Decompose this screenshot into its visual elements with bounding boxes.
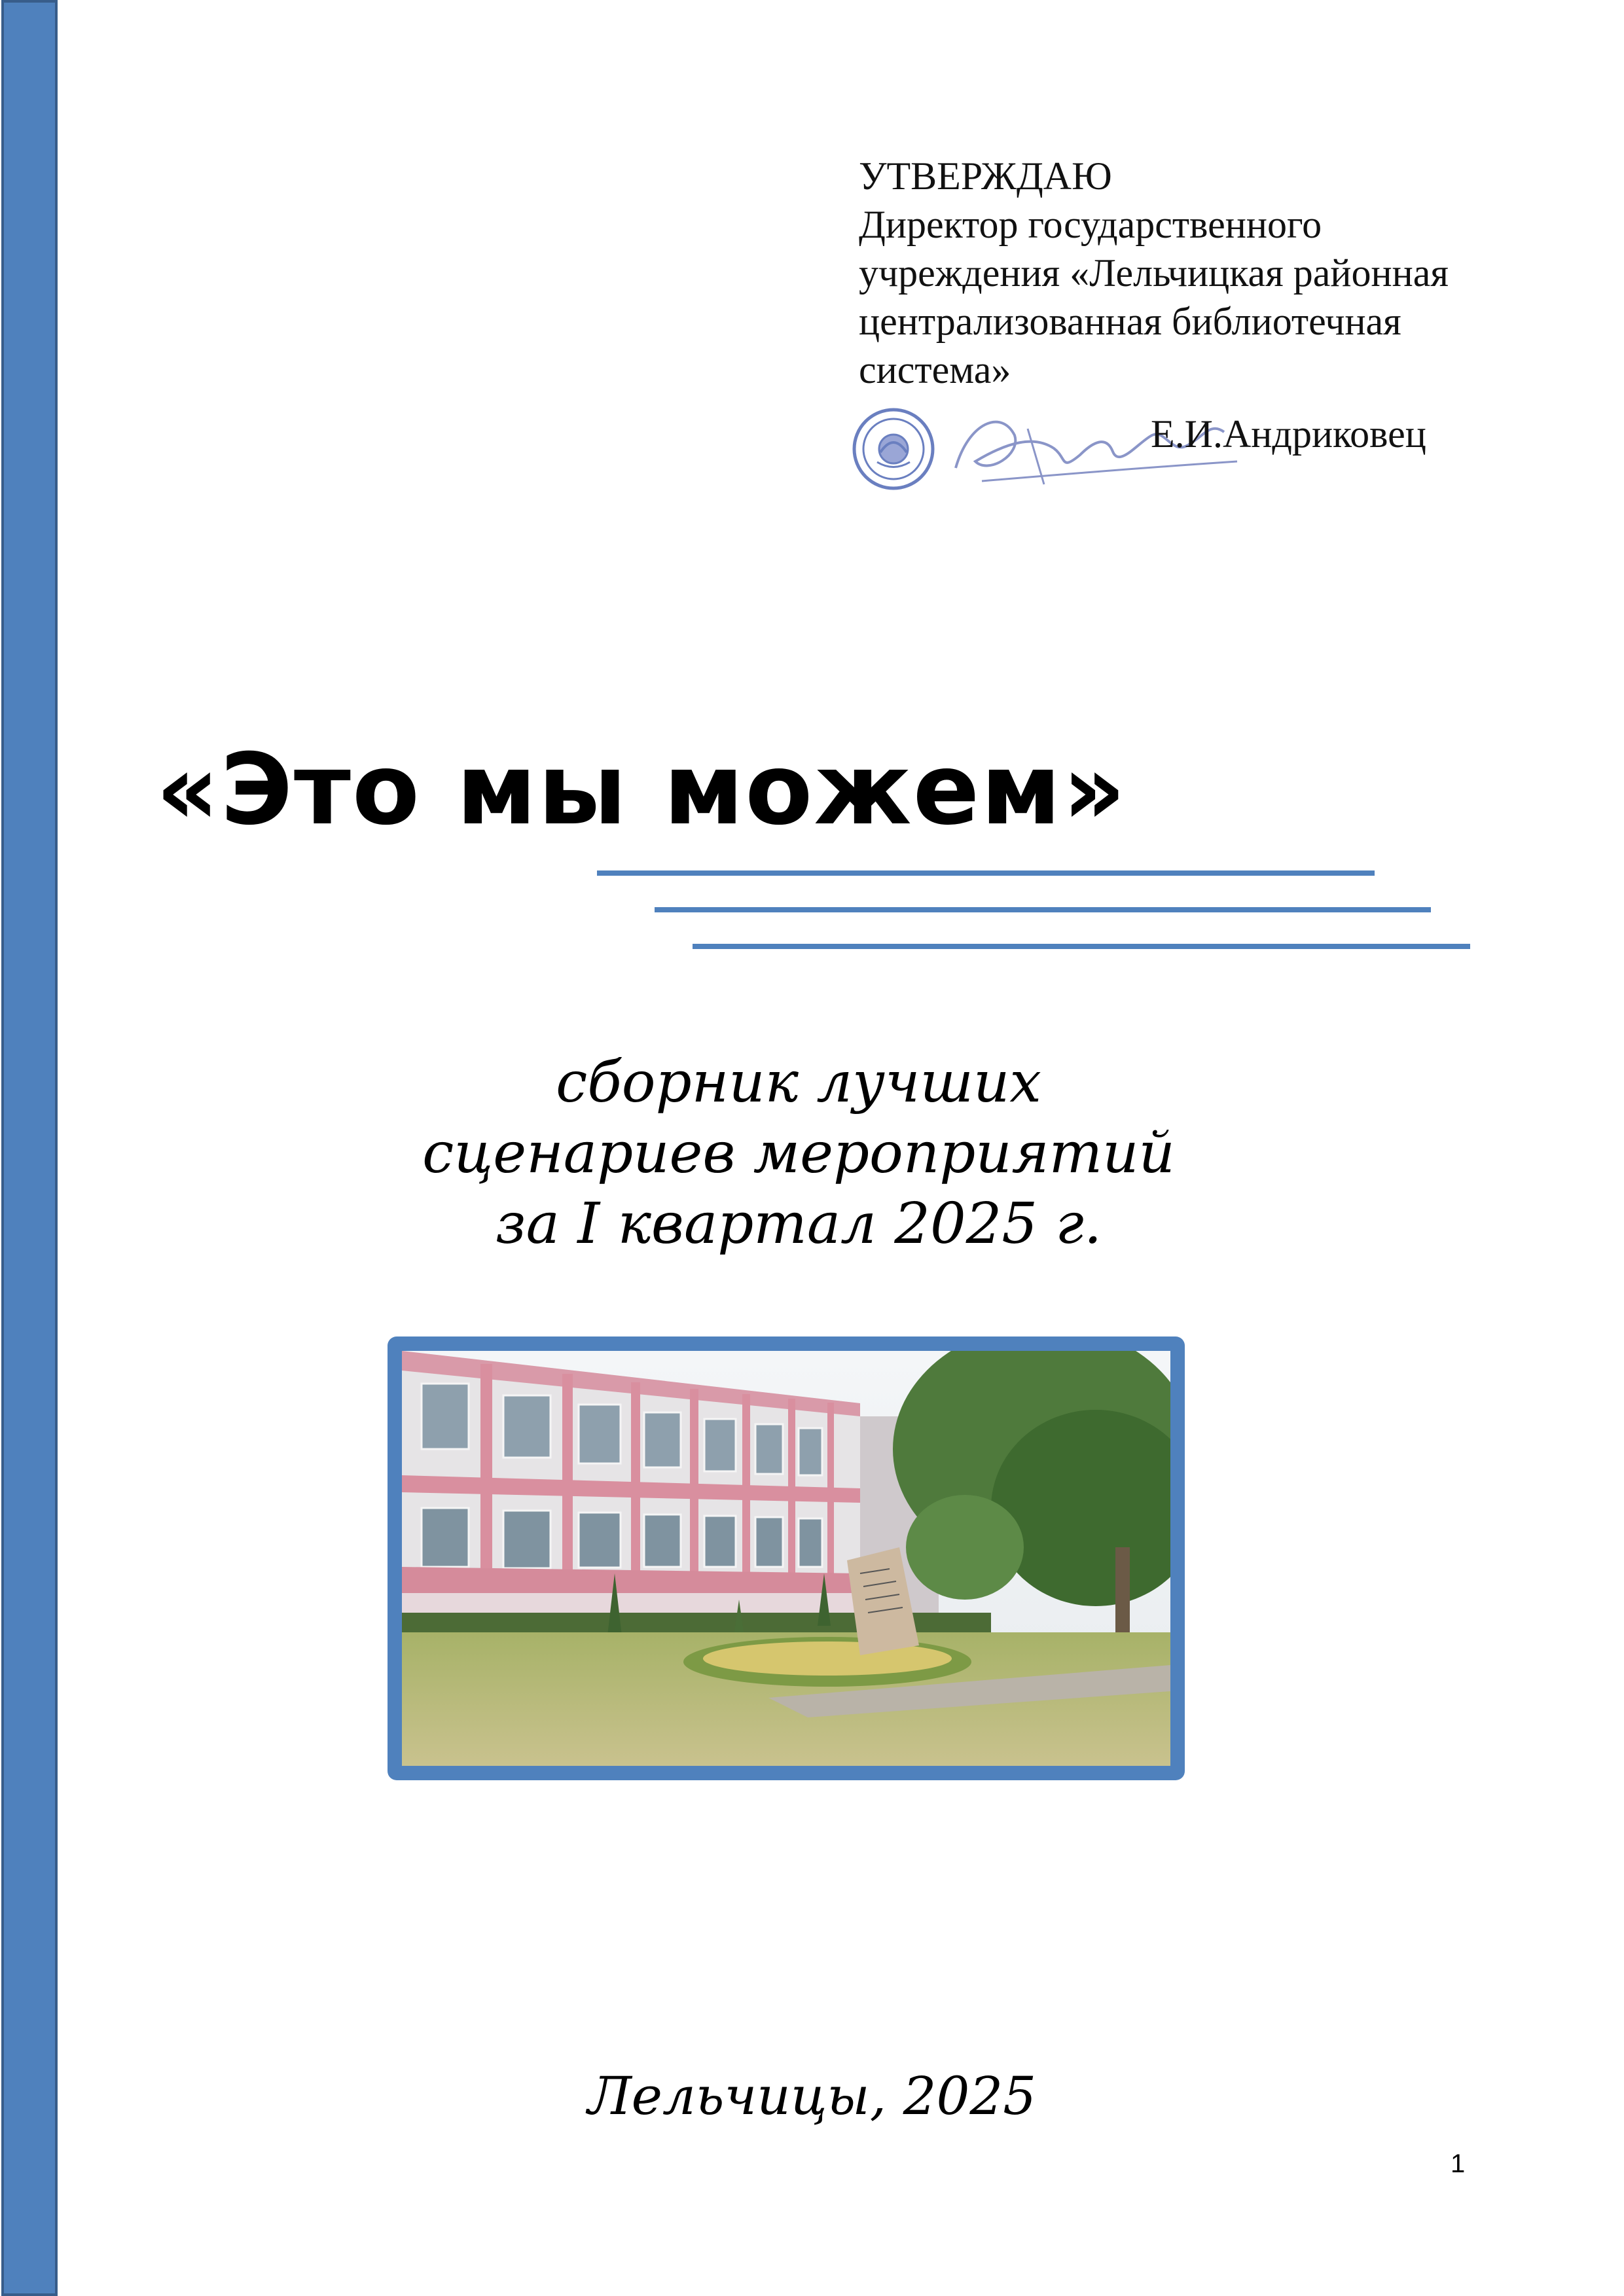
approval-line: централизованная библиотечная (859, 300, 1401, 343)
place-year: Лельчицы, 2025 (587, 2066, 1037, 2126)
approval-line: учреждения «Лельчицкая районная (859, 251, 1449, 295)
main-title: «Это мы можем» (156, 733, 1127, 847)
signature-row (851, 396, 1506, 494)
decorative-line (597, 870, 1375, 876)
photo-frame (388, 1336, 1185, 1780)
approval-line: система» (859, 348, 1011, 391)
subtitle-line: сценариев мероприятий (422, 1121, 1175, 1186)
subtitle-line: за I квартал 2025 г. (495, 1191, 1102, 1257)
side-color-bar (1, 0, 58, 2296)
subtitle-block (340, 1047, 1257, 1259)
decorative-line (655, 907, 1431, 912)
decorative-line (693, 944, 1470, 949)
library-building-photo (402, 1351, 1170, 1766)
seal-icon (851, 406, 936, 492)
subtitle-line: сборник лучших (556, 1050, 1041, 1115)
page-number: 1 (1451, 2149, 1466, 2178)
approval-line: Директор государственного (859, 203, 1322, 246)
signer-name: Е.И.Андриковец (1151, 412, 1426, 456)
approval-line: УТВЕРЖДАЮ (859, 154, 1112, 198)
approval-block (859, 152, 1513, 394)
